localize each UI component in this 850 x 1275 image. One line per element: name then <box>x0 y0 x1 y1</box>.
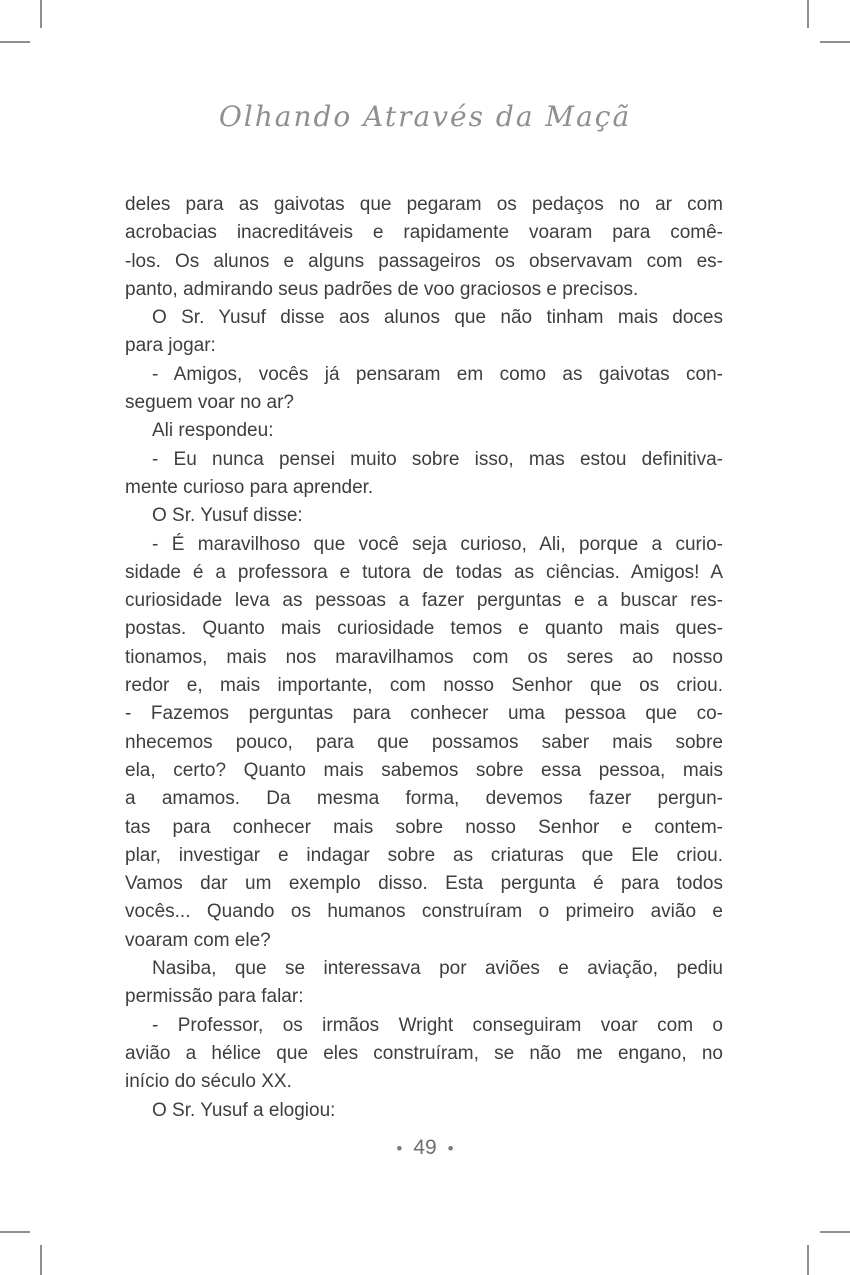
paragraph <box>125 1012 723 1097</box>
crop-mark-top-left-horizontal <box>0 41 30 43</box>
paragraph <box>125 361 723 418</box>
paragraph <box>125 191 723 304</box>
text-line: ela, certo? Quanto mais sabemos sobre essa pessoa, mais <box>125 759 723 781</box>
text-line: avião a hélice que eles construíram, se não me engano, no <box>125 1042 723 1064</box>
text-line: - Fazemos perguntas para conhecer uma pessoa que co- <box>125 703 723 725</box>
crop-mark-bottom-left-horizontal <box>0 1231 30 1233</box>
paragraph <box>125 304 723 361</box>
paragraph <box>125 955 723 1012</box>
text-line: início do século XX. <box>125 1071 292 1093</box>
footer-left-ornament-icon: • <box>396 1138 403 1158</box>
text-line: mente curioso para aprender. <box>125 476 374 498</box>
paragraph <box>125 446 723 503</box>
text-line: tionamos, mais nos maravilhamos com os seres ao nosso <box>125 646 723 668</box>
text-line: nhecemos pouco, para que possamos saber mais sobre <box>125 731 723 753</box>
crop-mark-bottom-left-vertical <box>40 1245 42 1275</box>
text-line: redor e, mais importante, com nosso Senhor que os criou. <box>125 675 723 697</box>
page-number: 49 <box>413 1136 437 1159</box>
text-line: - É maravilhoso que você seja curioso, Ali, porque a curio- <box>152 533 723 555</box>
text-line: deles para as gaivotas que pegaram os pedaços no ar com <box>125 194 723 215</box>
text-line: panto, admirando seus padrões de voo graciosos e precisos. <box>125 278 639 300</box>
text-line: Vamos dar um exemplo disso. Esta pergunta é para todos <box>125 873 723 895</box>
paragraph <box>125 1097 723 1125</box>
text-line: O Sr. Yusuf disse: <box>152 505 303 527</box>
running-head-title: Olhando Através da Maçã <box>218 100 632 133</box>
paragraph <box>125 531 723 955</box>
crop-mark-bottom-right-vertical <box>807 1245 809 1275</box>
text-line: vocês... Quando os humanos construíram o primeiro avião e <box>125 901 723 923</box>
crop-mark-top-right-vertical <box>807 0 809 28</box>
crop-mark-top-right-horizontal <box>820 41 850 43</box>
text-line: - Amigos, vocês já pensaram em como as gaivotas con- <box>152 363 723 385</box>
crop-mark-bottom-right-horizontal <box>820 1231 850 1233</box>
body-text-block <box>125 191 723 1125</box>
text-line: a amamos. Da mesma forma, devemos fazer pergun- <box>125 788 723 810</box>
crop-mark-top-left-vertical <box>40 0 42 28</box>
paragraph <box>125 502 723 530</box>
text-line: Nasiba, que se interessava por aviões e aviação, pediu <box>152 958 723 980</box>
text-line: O Sr. Yusuf a elogiou: <box>152 1099 336 1121</box>
text-line: plar, investigar e indagar sobre as criaturas que Ele criou. <box>125 844 723 866</box>
text-line: Ali respondeu: <box>152 420 274 442</box>
text-line: voaram com ele? <box>125 929 271 951</box>
text-line: permissão para falar: <box>125 986 304 1008</box>
text-line: para jogar: <box>125 335 216 357</box>
text-line: - Professor, os irmãos Wright conseguiram voar com o <box>152 1014 723 1036</box>
text-line: - Eu nunca pensei muito sobre isso, mas estou definitiva- <box>152 448 723 470</box>
text-line: seguem voar no ar? <box>125 392 294 414</box>
footer-right-ornament-icon: • <box>447 1138 454 1158</box>
text-line: O Sr. Yusuf disse aos alunos que não tinham mais doces <box>152 307 723 329</box>
text-line: curiosidade leva as pessoas a fazer perguntas e a buscar res- <box>125 590 723 612</box>
text-line: acrobacias inacreditáveis e rapidamente voaram para comê- <box>125 222 723 244</box>
text-line: sidade é a professora e tutora de todas as ciências. Amigos! A <box>125 561 723 583</box>
text-line: tas para conhecer mais sobre nosso Senhor e contem- <box>125 816 723 838</box>
page-footer <box>0 1136 850 1160</box>
text-line: postas. Quanto mais curiosidade temos e quanto mais ques- <box>125 618 723 640</box>
paragraph <box>125 417 723 445</box>
text-line: -los. Os alunos e alguns passageiros os observavam com es- <box>125 250 723 272</box>
